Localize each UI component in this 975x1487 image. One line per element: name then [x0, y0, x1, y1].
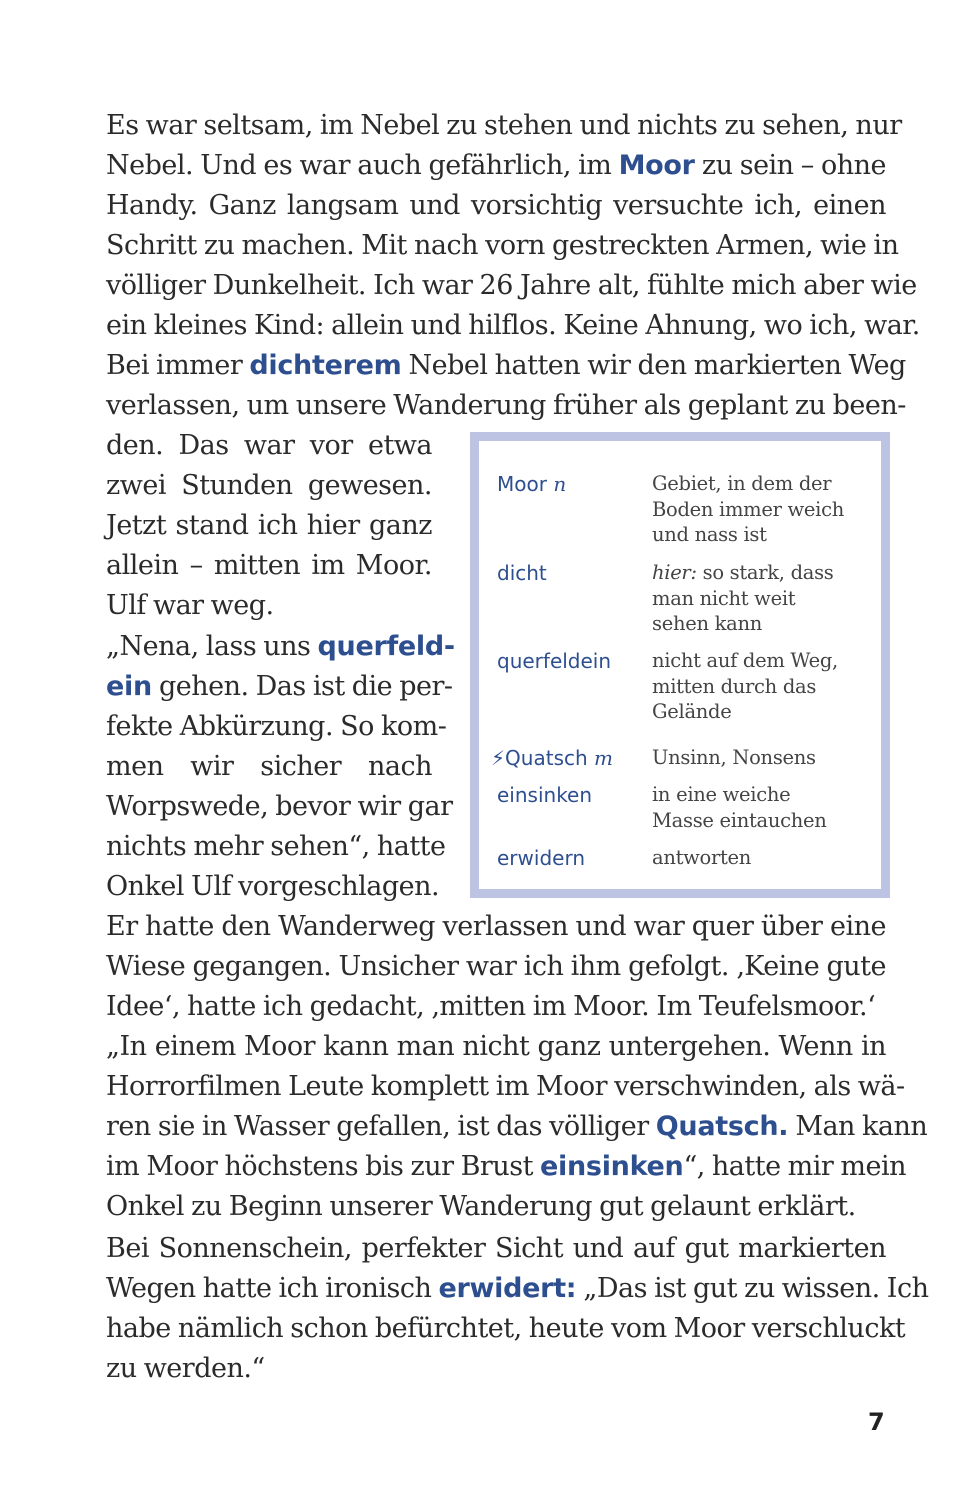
text-line: nichts mehr sehen“, hatte [106, 831, 446, 862]
text-line: völliger Dunkelheit. Ich war 26 Jahre alt, fühlte mich aber wie [106, 270, 917, 301]
text-line: Ulf war weg. [106, 590, 274, 621]
text-line: Onkel Ulf vorgeschlagen. [106, 871, 440, 902]
glossary-definition: hier: so stark, dass man nicht weit sehen kann [652, 561, 834, 635]
glossary-term: dicht [497, 561, 547, 585]
text-line: habe nämlich schon befürchtet, heute vom Moor verschluckt [106, 1313, 906, 1344]
text-line: allein – mitten im Moor. [106, 550, 432, 581]
text-line: Es war seltsam, im Nebel zu stehen und nichts zu sehen, nur [106, 110, 902, 141]
keyword-moor: Moor [618, 150, 695, 181]
text-line: Wegen hatte ich ironisch erwidert: „Das ist gut zu wissen. Ich [106, 1273, 929, 1304]
text-line: den. Das war vor etwa [106, 430, 432, 461]
glossary-term: querfeldein [497, 649, 612, 673]
keyword-einsinken: einsinken [540, 1151, 684, 1182]
text-line: ein kleines Kind: allein und hilflos. Keine Ahnung, wo ich, war. [106, 310, 920, 341]
text-line: verlassen, um unsere Wanderung früher als geplant zu been- [106, 390, 906, 421]
keyword-dichterem: dichterem [249, 350, 402, 381]
keyword-quatsch: Quatsch. [655, 1111, 789, 1142]
text-line: Bei Sonnenschein, perfekter Sicht und auf gut markierten [106, 1233, 886, 1264]
text-line: Idee‘, hatte ich gedacht, ‚mitten im Moor. Im Teufelsmoor.‘ [106, 991, 876, 1022]
text-line: Bei immer dichterem Nebel hatten wir den markierten Weg [106, 350, 906, 381]
page-number: 7 [868, 1408, 885, 1436]
glossary-definition: Gebiet, in dem der Boden immer weich und nass ist [652, 472, 844, 546]
glossary-definition: antworten [652, 846, 752, 869]
glossary-definition: Unsinn, Nonsens [652, 746, 816, 769]
colloquial-bolt-icon: ⚡ [491, 746, 506, 770]
text-line: ein gehen. Das ist die per- [106, 671, 453, 702]
text-line: zwei Stunden gewesen. [106, 470, 432, 501]
glossary-box [470, 432, 890, 898]
glossary-term: ⚡Quatsch m [491, 746, 613, 770]
text-line: Onkel zu Beginn unserer Wanderung gut gelaunt erklärt. [106, 1191, 856, 1222]
text-line: „Nena, lass uns querfeld- [106, 631, 455, 662]
keyword-querfeldein-cont: ein [106, 671, 152, 702]
text-line: Schritt zu machen. Mit nach vorn gestreckten Armen, wie in [106, 230, 899, 261]
text-line: Handy. Ganz langsam und vorsichtig versuchte ich, einen [106, 190, 886, 221]
glossary-definition: in eine weiche Masse eintauchen [652, 783, 827, 832]
text-line: Horrorfilmen Leute komplett im Moor verschwinden, als wä- [106, 1071, 905, 1102]
glossary-term: einsinken [497, 783, 593, 807]
text-line: Nebel. Und es war auch gefährlich, im Moor zu sein – ohne [106, 150, 886, 181]
glossary-term: Moor n [497, 472, 567, 496]
text-line: fekte Abkürzung. So kom- [106, 711, 447, 742]
text-line: men wir sicher nach [106, 751, 432, 782]
text-line: Worpswede, bevor wir gar [106, 791, 453, 822]
keyword-querfeldein: querfeld- [317, 631, 455, 662]
text-line: zu werden.“ [106, 1353, 265, 1384]
glossary-term: erwidern [497, 846, 585, 870]
keyword-erwidert: erwidert: [438, 1273, 577, 1304]
text-line: „In einem Moor kann man nicht ganz untergehen. Wenn in [106, 1031, 886, 1062]
text-line: Er hatte den Wanderweg verlassen und war quer über eine [106, 911, 886, 942]
text-line: im Moor höchstens bis zur Brust einsinken“, hatte mir mein [106, 1151, 906, 1182]
text-line: ren sie in Wasser gefallen, ist das völliger Quatsch. Man kann [106, 1111, 928, 1142]
text-line: Jetzt stand ich hier ganz [106, 510, 432, 541]
text-line: Wiese gegangen. Unsicher war ich ihm gefolgt. ‚Keine gute [106, 951, 886, 982]
glossary-definition: nicht auf dem Weg, mitten durch das Gelände [652, 649, 838, 723]
